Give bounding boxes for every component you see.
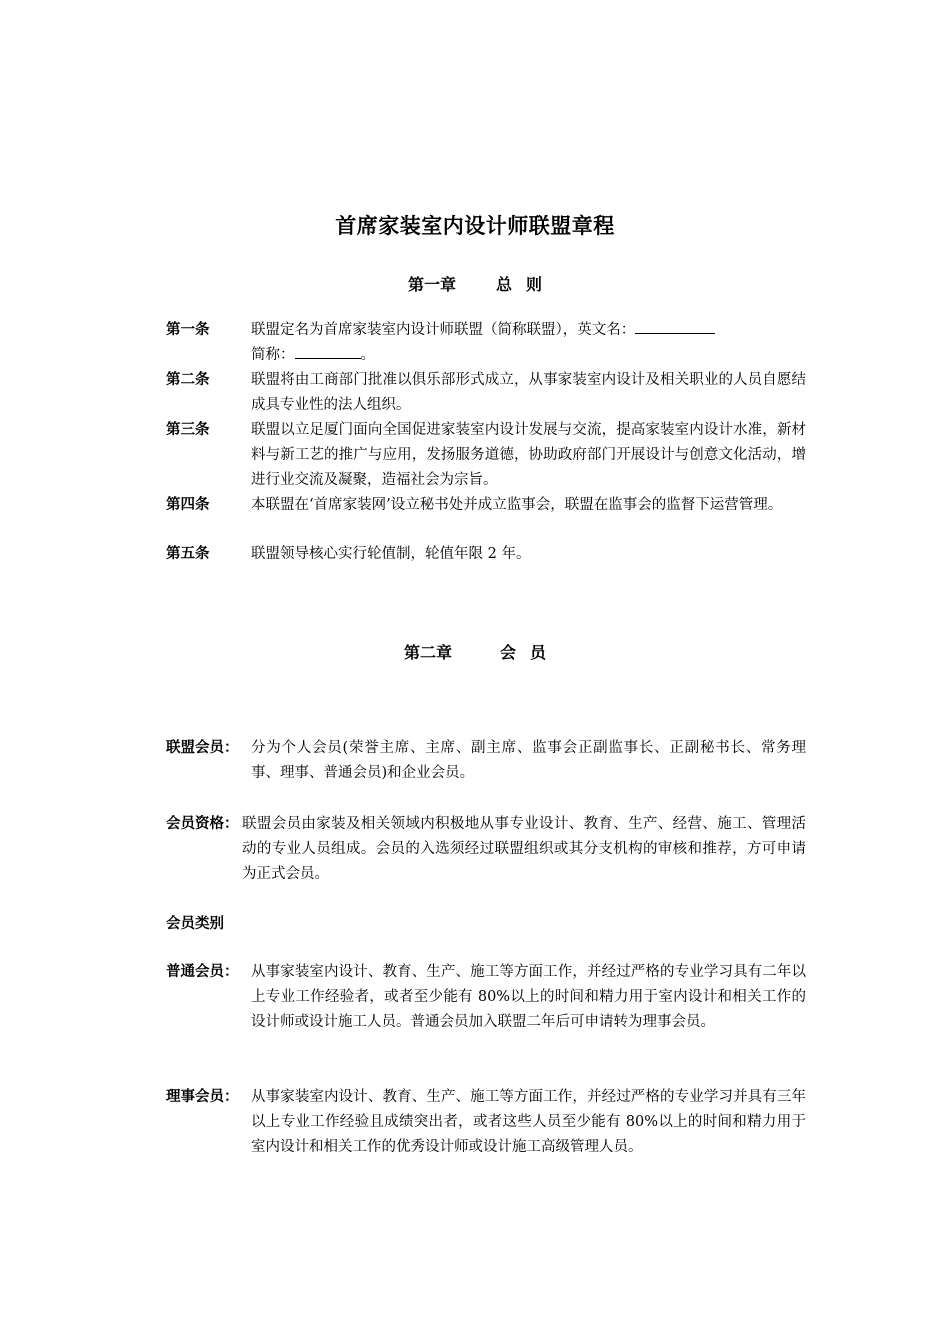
- article-4-body: 本联盟在‘首席家装网’设立秘书处并成立监事会，联盟在监事会的监督下运营管理。: [251, 497, 783, 513]
- article-1-text-b: 简称：: [251, 347, 295, 363]
- membership-qualification-section: [166, 812, 806, 887]
- alliance-member-label: 联盟会员：: [166, 740, 239, 756]
- article-4: [166, 493, 806, 518]
- article-2-label: 第二条: [166, 372, 210, 388]
- abbreviation-blank: [295, 344, 361, 359]
- article-1-text-c: 。: [360, 347, 375, 363]
- membership-qualification-body: 联盟会员由家装及相关领域内积极地从事专业设计、教育、生产、经营、施工、管理活动的专业人员组成。会员的入选须经过联盟组织或其分支机构的审核和推荐，方可申请为正式会员。: [242, 816, 806, 882]
- document-title: 首席家装室内设计师联盟章程: [335, 214, 615, 238]
- chapter-2-name-a: 会: [499, 643, 516, 662]
- article-2: [166, 368, 806, 418]
- article-1-body: [251, 318, 806, 368]
- article-3: [166, 418, 806, 493]
- regular-member-label: 普通会员：: [166, 964, 239, 980]
- article-5-label: 第五条: [166, 546, 210, 562]
- chapter-1-number: 第一章: [407, 275, 456, 294]
- article-3-body: 联盟以立足厦门面向全国促进家装室内设计发展与交流，提高家装室内设计水准，新材料与新工艺的推广与应用，发扬服务道德，协助政府部门开展设计与创意文化活动，增进行业交流及凝聚，造福社会为宗旨。: [251, 422, 806, 488]
- article-5: [166, 542, 806, 567]
- article-5-body: 联盟领导核心实行轮值制，轮值年限 2 年。: [251, 546, 531, 562]
- regular-member-body: 从事家装室内设计、教育、生产、施工等方面工作，并经过严格的专业学习具有二年以上专业工作经验者，或者至少能有 80%以上的时间和精力用于室内设计和相关工作的设计师或设计施工人员。普通会员加入联盟二年后可申请转为理事会员。: [251, 964, 806, 1030]
- article-1-label: 第一条: [166, 322, 210, 338]
- chapter-2-name-b: 员: [530, 643, 547, 662]
- director-member-label: 理事会员：: [166, 1089, 239, 1105]
- regular-member-section: [166, 960, 806, 1035]
- article-1-text-a: 联盟定名为首席家装室内设计师联盟（简称联盟），英文名：: [251, 322, 636, 338]
- article-3-label: 第三条: [166, 422, 210, 438]
- english-name-blank: [635, 319, 715, 334]
- director-member-body: 从事家装室内设计、教育、生产、施工等方面工作，并经过严格的专业学习并具有三年以上专业工作经验且成绩突出者，或者这些人员至少能有 80%以上的时间和精力用于室内设计和相关工作的优秀设计师或设计施工高级管理人员。: [251, 1089, 806, 1155]
- chapter-2-heading: [0, 640, 950, 663]
- member-category-heading: 会员类别: [166, 916, 224, 932]
- article-4-label: 第四条: [166, 497, 210, 513]
- director-member-section: [166, 1085, 806, 1160]
- membership-qualification-label: 会员资格：: [166, 816, 239, 832]
- article-2-body: 联盟将由工商部门批准以俱乐部形式成立，从事家装室内设计及相关职业的人员自愿结成具专业性的法人组织。: [251, 372, 806, 413]
- alliance-member-section: [166, 736, 806, 786]
- chapter-1-name-b: 则: [526, 275, 543, 294]
- article-1: [166, 318, 806, 368]
- chapter-1-name-a: 总: [495, 275, 512, 294]
- alliance-member-body: 分为个人会员(荣誉主席、主席、副主席、监事会正副监事长、正副秘书长、常务理事、理事、普通会员)和企业会员。: [251, 740, 806, 781]
- chapter-1-heading: [0, 272, 950, 295]
- chapter-2-number: 第二章: [403, 643, 452, 662]
